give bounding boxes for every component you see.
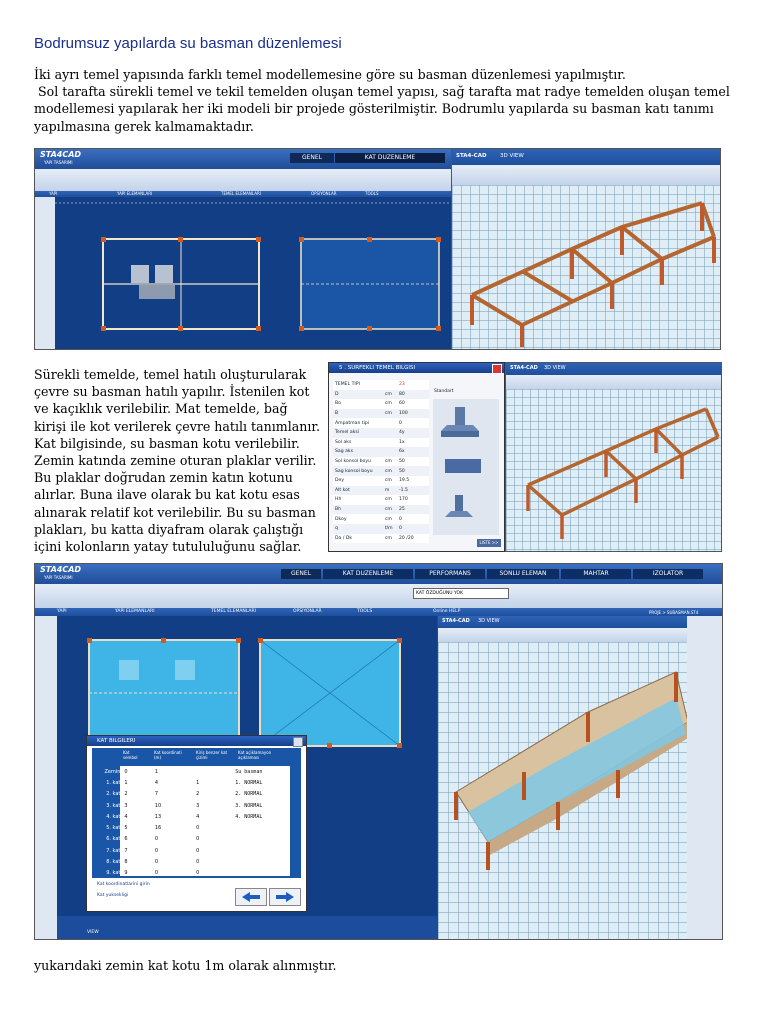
kat-cell-sembol[interactable]: 6: [124, 836, 128, 843]
tab-label: SONLU ELEMAN: [499, 570, 547, 577]
body-line: Zemin katında zemine oturan plaklar verilir.: [34, 453, 317, 469]
kat-cell-aciklama[interactable]: 3. NORMAL: [235, 802, 263, 809]
temel-row-label: Temel aksi: [335, 430, 360, 436]
body-line: Bu plaklar doğrudan zemin katın kotunu: [34, 470, 293, 486]
kat-footer-2: Kat yuksekligi: [97, 893, 129, 898]
temel-row-label: Sol konsol boyu: [335, 459, 371, 465]
temel-row-label: B: [335, 411, 339, 417]
tab-label: GENEL: [290, 570, 312, 577]
body-line: alırlar. Buna ilave olarak bu kat kotu esas: [34, 487, 300, 503]
kat-row: [92, 811, 290, 822]
temel-row-label: q: [335, 526, 338, 532]
temel-row-value[interactable]: 50: [399, 459, 405, 465]
tab-mahtap[interactable]: [561, 569, 631, 579]
temel-row: [333, 466, 429, 476]
menu-temel-elemanlari[interactable]: TEMEL ELEMANLARI: [221, 191, 261, 196]
kat-cell-kot[interactable]: 13: [154, 813, 162, 820]
temel-row-unit: cm: [384, 478, 392, 484]
menu-tools[interactable]: TOOLS: [357, 609, 373, 614]
intro-line: modellemesi yapılarak her iki modeli bir projede gösterilmiştir. Bodrumlu yapılarda su basman katı tanımı: [34, 101, 714, 117]
temel-row-label: Sol aks: [335, 439, 352, 445]
column-mark: [178, 326, 183, 331]
intro-line: yapılmasına gerek kalmamaktadır.: [34, 118, 254, 134]
temel-row: [333, 524, 429, 534]
temel-row-value[interactable]: 0: [399, 526, 402, 532]
temel-row: [333, 418, 429, 428]
column-mark: [299, 326, 304, 331]
temel-row-label: TEMEL TIPI: [335, 382, 360, 388]
temel-row-value[interactable]: 19.5: [399, 478, 410, 484]
app-logo-sub: YAPI TASARIMI: [44, 160, 73, 165]
temel-row-value[interactable]: 23: [399, 382, 405, 388]
kat-cell-aciklama[interactable]: [233, 868, 290, 879]
kat-row: [92, 800, 290, 811]
tab-label: KAT DUZENLEME: [342, 570, 394, 577]
kat-cell-name: 1. kat: [106, 779, 121, 786]
view3d-logo: STA4-CAD: [510, 365, 538, 371]
kat-table-panel: [92, 748, 301, 878]
body-line: çevre su basman hatılı yapılır. İstenilen kot: [34, 384, 310, 400]
col-header-benzer: Kiriş benzer kat çizimi: [196, 750, 228, 760]
temel-row: [333, 495, 429, 505]
menu-yapi[interactable]: YAPI: [49, 191, 58, 196]
column-mark: [256, 326, 261, 331]
kat-cell-name: Zemin: [104, 768, 121, 775]
kat-cell-aciklama[interactable]: 1. NORMAL: [235, 779, 263, 786]
kat-cell-sembol[interactable]: 2: [124, 791, 128, 798]
menu-tools[interactable]: TOOLS: [365, 191, 379, 196]
column-mark: [101, 326, 106, 331]
column-mark: [367, 237, 372, 242]
kat-cell-kot[interactable]: 0: [154, 836, 159, 843]
foundation-pad: [155, 265, 173, 283]
temel-row-unit: [383, 380, 397, 390]
kat-cell-sembol[interactable]: 3: [124, 802, 128, 809]
kat-cell-benzer[interactable]: 0: [196, 847, 200, 854]
view3d-toolbar: [452, 165, 720, 185]
kat-cell-benzer[interactable]: 0: [196, 859, 200, 866]
kat-cell-kot[interactable]: 0: [154, 870, 159, 877]
kat-dropdown[interactable]: KAT ÖZDUĞUNU YOK: [413, 588, 509, 599]
body-line: kirişi ile kot verilerek çevre hatılı tanımlanır.: [34, 418, 321, 434]
temel-row-unit: cm: [384, 468, 392, 474]
temel-row-value[interactable]: 80: [399, 391, 405, 397]
tab-genel[interactable]: [281, 569, 321, 579]
tab-label: PERFORMANS: [429, 570, 471, 577]
page-title: Bodrumsuz yapılarda su basman düzenlemesi: [34, 35, 342, 52]
menu-yapi-elemanlari[interactable]: YAPI ELEMANLARI: [117, 191, 153, 196]
temel-row: [333, 505, 429, 515]
kat-cell-aciklama[interactable]: 2. NORMAL: [235, 791, 263, 798]
kat-cell-benzer[interactable]: 3: [196, 802, 200, 809]
temel-row-unit: cm: [384, 411, 392, 417]
col-header-koordinat: Kat koordinati (m): [154, 750, 182, 760]
temel-row-unit: [383, 438, 397, 448]
temel-dialog-tab[interactable]: Standart: [434, 389, 454, 394]
temel-row-unit: cm: [384, 516, 392, 522]
temel-row-value[interactable]: 50: [399, 468, 405, 474]
temel-row: [333, 428, 429, 438]
column-mark: [436, 326, 441, 331]
temel-row: [333, 438, 429, 448]
tab-izolator[interactable]: [633, 569, 703, 579]
column-mark: [178, 237, 183, 242]
tab-genel[interactable]: [290, 153, 334, 163]
temel-row-label: Sag aks: [335, 449, 353, 455]
app-logo-sub: YAPI TASARIMI: [44, 575, 73, 580]
temel-row-unit: cm: [384, 391, 392, 397]
body-line: Kat bilgisinde, su basman kotu verilebilir.: [34, 435, 300, 451]
kat-cell-name: 7. kat: [106, 847, 121, 854]
left-tool-panel: [35, 197, 55, 349]
kat-cell-aciklama[interactable]: [233, 856, 290, 867]
tab-label: IZOLATOR: [652, 570, 684, 577]
kat-cell-benzer[interactable]: 0: [196, 870, 200, 877]
temel-dialog-title: 5 . SURFEKLI TEMEL BILGISI: [329, 363, 504, 373]
kat-row: [92, 822, 290, 833]
kat-cell-kot[interactable]: 0: [154, 859, 159, 866]
kat-cell-name: 3. kat: [106, 802, 121, 809]
kat-cell-aciklama[interactable]: [233, 822, 290, 833]
app-logo: STA4CAD: [40, 565, 82, 574]
foundation-pad: [119, 660, 139, 680]
view-label: VIEW: [87, 930, 99, 935]
kat-cell-kot[interactable]: 7: [154, 791, 159, 798]
view3d-title: 3D VIEW: [500, 153, 524, 159]
foundation-pad: [175, 660, 195, 680]
arrow-left-button[interactable]: [235, 888, 267, 906]
temel-row-label: Da / Dk: [335, 535, 353, 541]
foundation-pad: [131, 265, 149, 283]
menu-opsiyonlar[interactable]: OPSIYONLAR: [311, 191, 337, 196]
temel-row-unit: cm: [384, 459, 392, 465]
temel-row-value[interactable]: 100: [399, 411, 408, 417]
kat-cell-kot[interactable]: 16: [154, 825, 162, 832]
tab-kat-duzenleme[interactable]: [323, 569, 413, 579]
kat-cell-kot[interactable]: 10: [154, 802, 162, 809]
left-tool-panel: [35, 616, 57, 939]
kat-cell-benzer[interactable]: [194, 766, 233, 777]
kat-cell-benzer[interactable]: 1: [196, 779, 200, 786]
temel-dialog: [328, 362, 505, 552]
close-icon[interactable]: [293, 737, 303, 747]
column-mark: [256, 237, 261, 242]
project-path: PROJE > SUBASMAN.ST4: [649, 610, 699, 615]
building-3d-model: [438, 642, 688, 939]
kat-cell-sembol[interactable]: 7: [124, 847, 128, 854]
temel-row-value[interactable]: 170: [399, 497, 408, 503]
view3d-screenshot-1: [451, 148, 721, 350]
col-header-aciklama: Kat açiklamayon açıklaması: [238, 750, 272, 760]
kat-cell-aciklama[interactable]: [233, 834, 290, 845]
temel-row: [333, 476, 429, 486]
body-line: alınarak relatif kot verilebilir. Bu su basman: [34, 504, 316, 520]
section-diagram: [433, 399, 499, 535]
kat-row: [92, 834, 290, 845]
temel-row: [333, 399, 429, 409]
temel-row-unit: cm: [384, 535, 392, 541]
right-tool-panel: [687, 616, 722, 939]
kat-cell-name: 6. kat: [106, 836, 121, 843]
temel-table: [333, 380, 429, 543]
kat-cell-name: 9. kat: [106, 870, 121, 877]
view3d-title: 3D VIEW: [544, 365, 566, 371]
temel-row-value[interactable]: 20 /20: [399, 535, 414, 541]
temel-row-unit: [383, 418, 397, 428]
toolbar: [35, 169, 451, 191]
view3d-toolbar: [506, 375, 721, 389]
kat-bilgileri-dialog: [86, 735, 307, 912]
temel-row-value[interactable]: 25: [399, 507, 405, 513]
intro-line: Sol tarafta sürekli temel ve tekil temelden oluşan temel yapısı, sağ tarafta mat radye temelden oluşan temel: [34, 84, 730, 100]
kat-cell-aciklama[interactable]: [233, 845, 290, 856]
kat-footer-1: Kat koordinatlarini girin: [97, 882, 150, 887]
intro-paragraph: [34, 66, 734, 135]
kat-cell-name: 8. kat: [106, 859, 121, 866]
temel-row-label: Ampatman tipi: [335, 420, 370, 426]
body-line: ve kaçıklık verilebilir. Mat temelde, bağ: [34, 401, 288, 417]
temel-row-label: D: [335, 391, 339, 397]
menu-online-help[interactable]: Online HELP: [433, 609, 461, 614]
kat-cell-name: 5. kat: [106, 825, 121, 832]
view3d-screenshot-2: [505, 362, 722, 552]
kat-cell-aciklama[interactable]: 4. NORMAL: [235, 813, 263, 820]
tab-label: MAHTAR: [583, 570, 609, 577]
column-mark: [397, 743, 402, 748]
column-mark: [397, 638, 402, 643]
temel-row-label: Dkoy: [335, 516, 347, 522]
column-mark: [236, 638, 241, 643]
temel-row-label: Bo: [335, 401, 341, 407]
temel-row-unit: [383, 447, 397, 457]
temel-row: [333, 380, 429, 390]
temel-row-value[interactable]: 0: [399, 516, 402, 522]
body-line: içini kolonların yatay tutululuğunu sağlar.: [34, 539, 302, 555]
kat-table: [92, 766, 290, 879]
frame-3d-model: [452, 185, 720, 349]
kat-row: [92, 856, 290, 867]
tab-kat-duzenleme[interactable]: [335, 153, 445, 163]
frame-3d-model: [506, 389, 721, 551]
kat-cell-kot[interactable]: 1: [154, 768, 159, 775]
column-mark: [299, 237, 304, 242]
kat-cell-name: 2. kat: [106, 791, 121, 798]
view3d-logo: STA4-CAD: [456, 153, 487, 159]
kat-cell-benzer[interactable]: 0: [196, 825, 200, 832]
temel-row: [333, 486, 429, 496]
menu-yapi-elemanlari[interactable]: YAPI ELEMANLARI: [115, 609, 155, 614]
foundation-pad: [139, 285, 175, 299]
plan-view-screenshot: [34, 148, 452, 350]
column-mark: [436, 237, 441, 242]
closing-paragraph: yukarıdaki zemin kat kotu 1m olarak alınmıştır.: [34, 958, 337, 973]
temel-row: [333, 390, 429, 400]
kat-cell-sembol[interactable]: 1: [124, 779, 128, 786]
column-mark: [327, 743, 332, 748]
temel-row-unit: cm: [384, 507, 392, 513]
temel-row-label: Dey: [335, 478, 345, 484]
plan-canvas: [55, 197, 451, 349]
menu-yapi[interactable]: YAPI: [57, 609, 67, 614]
kat-cell-name: 4. kat: [106, 813, 121, 820]
temel-row-label: Sag konsol boyu: [335, 468, 373, 474]
temel-row-value[interactable]: 0: [399, 420, 402, 426]
kat-row: [92, 789, 290, 800]
body-line: plakları, bu katta diyafram olarak çalıştığı: [34, 521, 304, 537]
kat-cell-sembol[interactable]: 5: [124, 825, 128, 832]
close-icon[interactable]: [492, 364, 502, 374]
kat-cell-kot[interactable]: 0: [154, 847, 159, 854]
temel-row-value[interactable]: 60: [399, 401, 405, 407]
temel-row-label: Alt kot: [335, 487, 350, 493]
column-mark: [367, 326, 372, 331]
tab-kat-duzenleme-label: KAT DUZENLEME: [364, 154, 416, 161]
temel-row-label: Hh: [335, 497, 342, 503]
body-line: Sürekli temelde, temel hatılı oluşturularak: [34, 367, 307, 382]
kat-cell-benzer[interactable]: 0: [196, 836, 200, 843]
kat-row: [92, 845, 290, 856]
kat-cell-sembol[interactable]: 9: [124, 870, 128, 877]
kat-cell-sembol[interactable]: 0: [124, 768, 128, 775]
column-mark: [101, 237, 106, 242]
col-header-sembol: Kat sembol: [123, 750, 138, 760]
column-mark: [161, 638, 166, 643]
temel-row: [333, 534, 429, 544]
temel-row-unit: cm: [384, 401, 392, 407]
temel-row-unit: cm: [384, 497, 392, 503]
view3d-panel: [437, 616, 688, 939]
kat-cell-kot[interactable]: 4: [154, 779, 159, 786]
toolbar: [35, 584, 722, 608]
kat-cell-sembol[interactable]: 8: [124, 859, 128, 866]
column-mark: [258, 638, 263, 643]
arrow-right-button[interactable]: [269, 888, 301, 906]
view3d-toolbar: [438, 628, 688, 642]
temel-row-value[interactable]: 4y: [399, 430, 405, 436]
column-mark: [87, 638, 92, 643]
temel-row: [333, 457, 429, 467]
liste-button[interactable]: LISTE >>: [477, 539, 501, 547]
app-logo: STA4CAD: [40, 150, 82, 159]
tab-performans[interactable]: [415, 569, 485, 579]
intro-line: İki ayrı temel yapısında farklı temel modellemesine göre su basman düzenlemesi yapılmıştır.: [34, 67, 626, 82]
kat-row: [92, 868, 290, 879]
kat-cell-sembol[interactable]: 4: [124, 813, 128, 820]
temel-row-value[interactable]: 1x: [399, 439, 405, 445]
body-paragraph: [34, 366, 326, 555]
kat-cell-aciklama[interactable]: Su basman: [235, 768, 263, 775]
temel-row: [333, 514, 429, 524]
temel-row-value[interactable]: -1.5: [399, 487, 408, 493]
temel-row-value[interactable]: 6x: [399, 449, 405, 455]
temel-row-unit: m: [384, 487, 390, 493]
kat-row: [92, 777, 290, 788]
kat-row: [92, 766, 290, 777]
menu-opsiyonlar[interactable]: OPSIYONLAR: [293, 609, 322, 614]
tab-genel-label: GENEL: [301, 154, 323, 161]
temel-row: [333, 447, 429, 457]
temel-row: [333, 409, 429, 419]
view3d-title: 3D VIEW: [478, 618, 500, 624]
kat-cell-benzer[interactable]: 2: [196, 791, 200, 798]
tab-sonlu-eleman[interactable]: [487, 569, 559, 579]
kat-cell-benzer[interactable]: 4: [196, 813, 200, 820]
kat-dialog-title: KAT BILGILERI: [87, 736, 306, 746]
temel-row-label: Bh: [335, 507, 342, 513]
temel-row-unit: t/m: [384, 526, 393, 532]
view3d-logo: STA4-CAD: [442, 618, 470, 624]
temel-row-unit: [383, 428, 397, 438]
menu-temel-elemanlari[interactable]: TEMEL ELEMANLARI: [211, 609, 256, 614]
